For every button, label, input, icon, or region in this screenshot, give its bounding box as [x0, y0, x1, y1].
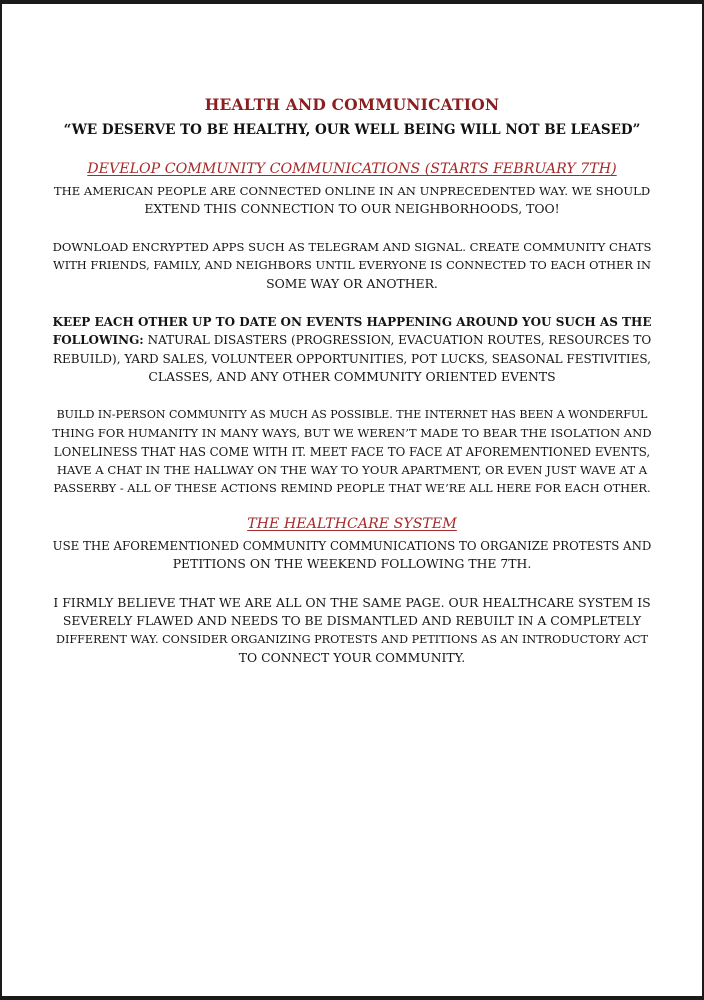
document-subtitle: “WE DESERVE TO BE HEALTHY, OUR WELL BEING WILL NOT BE LEASED”	[63, 122, 641, 138]
section-heading-healthcare: THE HEALTHCARE SYSTEM	[247, 516, 457, 532]
paragraph-line: SOME WAY OR ANOTHER.	[266, 275, 438, 291]
paragraph-organize-protests	[52, 537, 652, 574]
paragraph-line: EXTEND THIS CONNECTION TO OUR NEIGHBORHOODS, TOO!	[144, 201, 560, 217]
paragraph-line: LONELINESS THAT HAS COME WITH IT. MEET FACE TO FACE AT AFOREMENTIONED EVENTS,	[53, 444, 651, 459]
paragraph-line: I FIRMLY BELIEVE THAT WE ARE ALL ON THE SAME PAGE. OUR HEALTHCARE SYSTEM IS	[53, 595, 651, 610]
paragraph-line: DOWNLOAD ENCRYPTED APPS SUCH AS TELEGRAM AND SIGNAL. CREATE COMMUNITY CHATS	[52, 240, 652, 254]
paragraph-line: USE THE AFOREMENTIONED COMMUNITY COMMUNICATIONS TO ORGANIZE PROTESTS AND	[52, 539, 652, 553]
document-page	[2, 4, 702, 996]
bold-lead-following: FOLLOWING:	[52, 333, 144, 348]
paragraph-line: TO CONNECT YOUR COMMUNITY.	[238, 649, 466, 665]
paragraph-in-person	[52, 406, 652, 497]
bold-lead-line: KEEP EACH OTHER UP TO DATE ON EVENTS HAPPENING AROUND YOU SUCH AS THE	[52, 315, 652, 329]
paragraph-connected-online	[52, 182, 652, 219]
paragraph-line: PETITIONS ON THE WEEKEND FOLLOWING THE 7TH.	[172, 556, 532, 572]
paragraph-line: REBUILD), YARD SALES, VOLUNTEER OPPORTUNITIES, POT LUCKS, SEASONAL FESTIVITIES,	[52, 351, 651, 366]
document-title: HEALTH AND COMMUNICATION	[204, 95, 500, 114]
paragraph-line: HAVE A CHAT IN THE HALLWAY ON THE WAY TO YOUR APARTMENT, OR EVEN JUST WAVE AT A	[56, 462, 648, 477]
paragraph-keep-up-to-date	[52, 313, 652, 386]
paragraph-line: THE AMERICAN PEOPLE ARE CONNECTED ONLINE IN AN UNPRECEDENTED WAY. WE SHOULD	[53, 184, 651, 198]
paragraph-firmly-believe	[52, 594, 652, 667]
paragraph-line: THING FOR HUMANITY IN MANY WAYS, BUT WE WEREN’T MADE TO BEAR THE ISOLATION AND	[52, 426, 652, 441]
paragraph-encrypted-apps	[52, 238, 652, 293]
paragraph-line: PASSERBY - ALL OF THESE ACTIONS REMIND PEOPLE THAT WE’RE ALL HERE FOR EACH OTHER.	[53, 481, 651, 496]
paragraph-line: CLASSES, AND ANY OTHER COMMUNITY ORIENTED EVENTS	[148, 368, 556, 384]
paragraph-line: DIFFERENT WAY. CONSIDER ORGANIZING PROTESTS AND PETITIONS AS AN INTRODUCTORY ACT	[56, 632, 648, 646]
paragraph-line: NATURAL DISASTERS (PROGRESSION, EVACUATION ROUTES, RESOURCES TO	[147, 333, 652, 348]
paragraph-line: WITH FRIENDS, FAMILY, AND NEIGHBORS UNTIL EVERYONE IS CONNECTED TO EACH OTHER IN	[52, 258, 651, 273]
paragraph-line: BUILD IN-PERSON COMMUNITY AS MUCH AS POSSIBLE. THE INTERNET HAS BEEN A WONDERFUL	[56, 408, 648, 421]
section-heading-community: DEVELOP COMMUNITY COMMUNICATIONS (STARTS FEBRUARY 7TH)	[87, 161, 617, 177]
paragraph-line: SEVERELY FLAWED AND NEEDS TO BE DISMANTLED AND REBUILT IN A COMPLETELY	[62, 613, 642, 629]
